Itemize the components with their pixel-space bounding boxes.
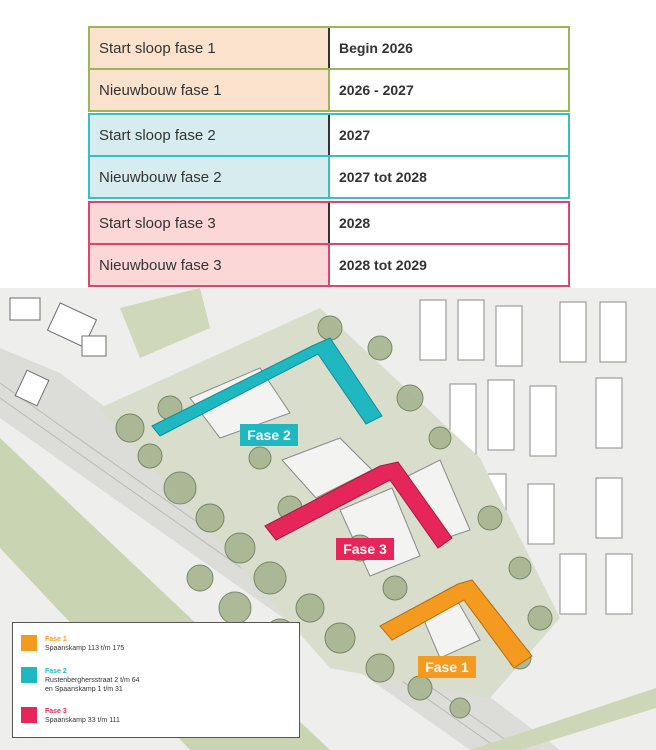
fase1-label: [418, 656, 476, 678]
legend-title: Fase 1: [45, 636, 67, 643]
legend-item-fase1: [21, 635, 124, 653]
schedule-value: 2028 tot 2029: [330, 245, 568, 285]
schedule-row: [90, 243, 568, 285]
legend-title: Fase 2: [45, 668, 67, 675]
schedule-row: [90, 203, 568, 243]
fase2-label: [240, 424, 298, 446]
schedule-phase3-table: [88, 201, 570, 287]
fase2-swatch: [21, 667, 37, 683]
legend-item-fase3: [21, 707, 120, 725]
fase1-swatch: [21, 635, 37, 651]
map-legend: [12, 622, 300, 738]
fase2-label-text: Fase 2: [247, 427, 291, 443]
schedule-value: 2027: [330, 115, 568, 155]
schedule-row: [90, 68, 568, 110]
legend-title: Fase 3: [45, 708, 67, 715]
fase3-label-text: Fase 3: [343, 541, 387, 557]
legend-line: en Spaanskamp 1 t/m 31: [45, 686, 123, 693]
schedule-label: Nieuwbouw fase 2: [90, 157, 330, 197]
fase3-label: [336, 538, 394, 560]
legend-line: Rustenberghersstraat 2 t/m 64: [45, 677, 140, 684]
legend-line: Spaanskamp 113 t/m 175: [45, 645, 125, 652]
schedule-value: 2027 tot 2028: [330, 157, 568, 197]
schedule-label: Nieuwbouw fase 1: [90, 70, 330, 110]
schedule-row: [90, 28, 568, 68]
schedule-label: Nieuwbouw fase 3: [90, 245, 330, 285]
legend-item-fase2: [21, 667, 140, 694]
schedule-value: 2028: [330, 203, 568, 243]
schedule-label: Start sloop fase 2: [90, 115, 330, 155]
fase1-label-text: Fase 1: [425, 659, 469, 675]
schedule-row: [90, 115, 568, 155]
schedule-label: Start sloop fase 1: [90, 28, 330, 68]
fase3-swatch: [21, 707, 37, 723]
schedule-value: Begin 2026: [330, 28, 568, 68]
schedule-phase2-table: [88, 113, 570, 199]
schedule-phase1-table: [88, 26, 570, 112]
schedule-row: [90, 155, 568, 197]
schedule-value: 2026 - 2027: [330, 70, 568, 110]
legend-line: Spaanskamp 33 t/m 111: [45, 717, 120, 724]
schedule-label: Start sloop fase 3: [90, 203, 330, 243]
